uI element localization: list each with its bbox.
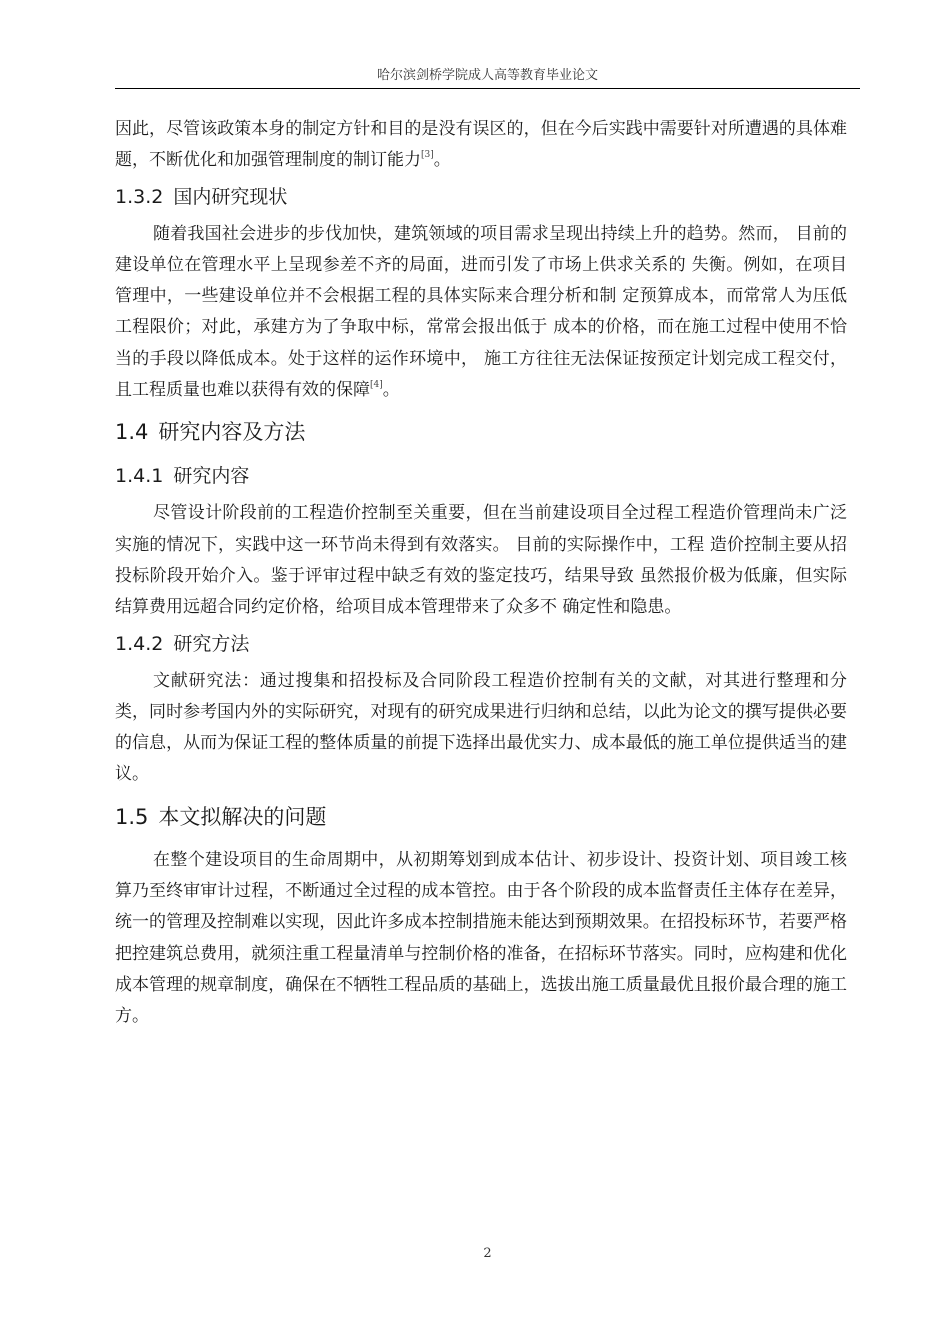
section-number: 1.4.1 — [115, 465, 164, 488]
paragraph-text: 随着我国社会进步的步伐加快，建筑领域的项目需求呈现出持续上升的趋势。然而， 目前的建设单位在管理水平上呈现参差不齐的局面，进而引发了市场上供求关系的 失衡。例如，在项目管理中，一些建设单位并不会根据工程的具体实际来合理分析和制 定预算成本，而常常人为压低工程限价；对此，承建方为了争取中标，常常会报出低于 成本的价格，而在施工过程中使用不恰当的手段以降低成本。处于这样的运作环境中， 施工方往往无法保证按预定计划完成工程交付，且工程质量也难以获得有效的保障 — [115, 223, 847, 401]
paragraph-domestic-research — [115, 219, 847, 407]
section-title: 国内研究现状 — [173, 185, 288, 208]
paragraph-problems-to-solve: 在整个建设项目的生命周期中，从初期筹划到成本估计、初步设计、投资计划、项目竣工核算乃至终审审计过程，不断通过全过程的成本管控。由于各个阶段的成本监督责任主体存在差异，统一的管理及控制难以实现，因此许多成本控制措施未能达到预期效果。在招投标环节，若要严格把控建筑总费用，就须注重工程量清单与控制价格的准备，在招标环节落实。同时，应构建和优化成本管理的规章制度，确保在不牺牲工程品质的基础上，选拔出施工质量最优且报价最合理的施工方。 — [115, 849, 847, 1027]
section-heading-1-4-1 — [115, 460, 847, 492]
paragraph-research-content: 尽管设计阶段前的工程造价控制至关重要，但在当前建设项目全过程工程造价管理尚未广泛实施的情况下，实践中这一环节尚未得到有效落实。 目前的实际操作中，工程 造价控制主要从招投标阶段开始介入。鉴于评审过程中缺乏有效的鉴定技巧，结果导致 虽然报价极为低廉，但实际结算费用远超合同约定价格，给项目成本管理带来了众多不 确定性和隐患。 — [115, 503, 847, 618]
section-title: 研究方法 — [173, 632, 250, 655]
section-heading-1-5 — [115, 799, 847, 835]
section-number: 1.3.2 — [115, 185, 164, 208]
paragraph-continuation — [115, 114, 847, 177]
paragraph-text: 因此，尽管该政策本身的制定方针和目的是没有误区的，但在今后实践中需要针对所遭遇的具体难题，不断优化和加强管理制度的制订能力 — [115, 119, 847, 171]
paragraph-end: 。 — [433, 150, 451, 171]
page-number: 2 — [483, 1246, 492, 1261]
section-heading-1-4 — [115, 414, 847, 450]
section-number: 1.5 — [115, 804, 149, 829]
citation-ref: [4] — [370, 380, 383, 391]
section-number: 1.4.2 — [115, 632, 164, 655]
citation-ref: [3] — [421, 150, 434, 161]
running-header: 哈尔滨剑桥学院成人高等教育毕业论文 — [376, 68, 598, 83]
section-heading-1-3-2 — [115, 181, 847, 213]
page-body — [115, 114, 847, 1033]
paragraph-end: 。 — [382, 380, 400, 401]
section-title: 本文拟解决的问题 — [158, 804, 327, 829]
header-divider — [115, 88, 860, 89]
paragraph-research-method: 文献研究法：通过搜集和招投标及合同阶段工程造价控制有关的文献，对其进行整理和分类，同时参考国内外的实际研究，对现有的研究成果进行归纳和总结，以此为论文的撰写提供必要的信息，从而为保证工程的整体质量的前提下选择出最优实力、成本最低的施工单位提供适当的建议。 — [115, 670, 847, 785]
section-title: 研究内容及方法 — [158, 420, 306, 445]
section-number: 1.4 — [115, 420, 149, 445]
section-title: 研究内容 — [173, 465, 250, 488]
section-heading-1-4-2 — [115, 628, 847, 660]
